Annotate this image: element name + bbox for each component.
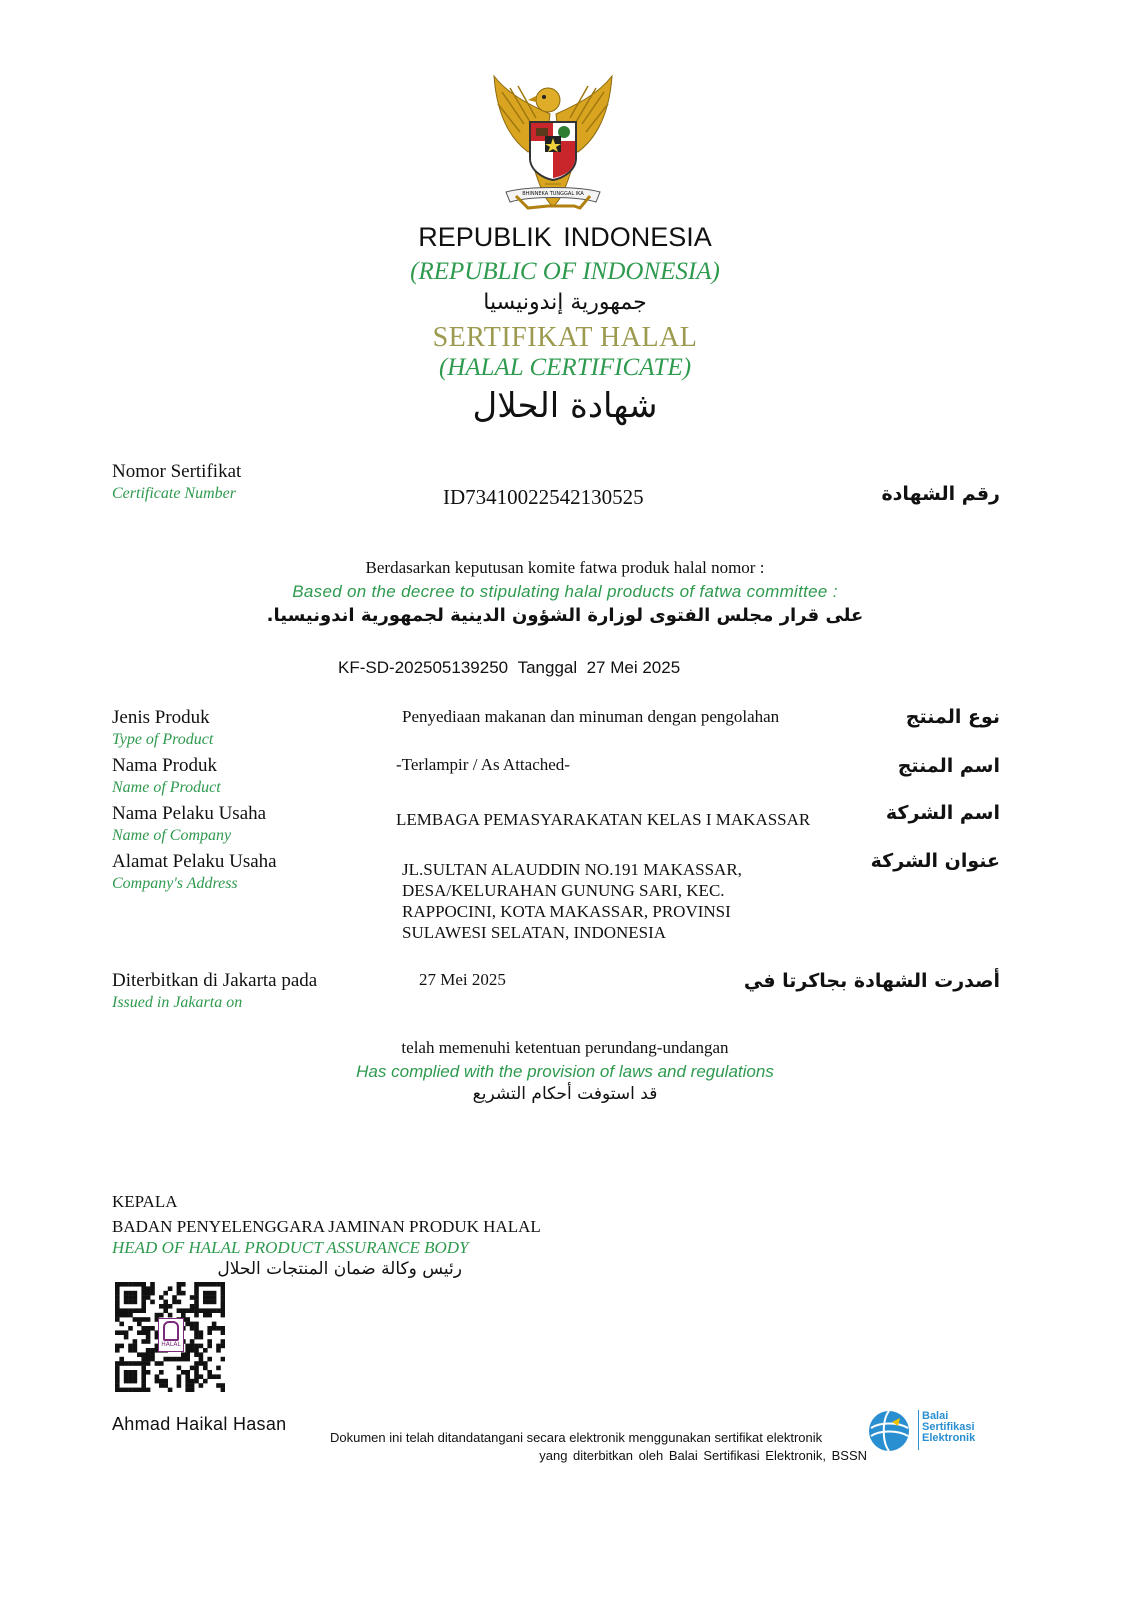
issued-date: 27 Mei 2025 bbox=[419, 970, 506, 989]
bsre-text: Balai bbox=[922, 1410, 949, 1422]
certificate-number-label-ar: رقم الشهادة bbox=[881, 483, 1000, 505]
country-title-ar: جمهورية إندونيسيا bbox=[483, 290, 647, 315]
certificate-number: ID73410022542130525 bbox=[443, 485, 644, 509]
address-label: Alamat Pelaku Usaha bbox=[112, 851, 277, 872]
product-name-label-en: Name of Product bbox=[112, 779, 221, 796]
emblem-motto: BHINNEKA TUNGGAL IKA bbox=[522, 191, 584, 197]
garuda-emblem bbox=[488, 74, 618, 216]
certificate-title-ar: شهادة الحلال bbox=[472, 386, 658, 426]
country-title-en: (REPUBLIC OF INDONESIA) bbox=[410, 258, 720, 285]
country-title: REPUBLIK INDONESIA bbox=[418, 222, 712, 252]
qr-halal-logo bbox=[158, 1318, 184, 1352]
company-label-en: Name of Company bbox=[112, 827, 232, 844]
product-name-label-ar: اسم المنتج bbox=[897, 755, 1000, 777]
compliance-text-en: Has complied with the provision of laws and regulations bbox=[356, 1062, 774, 1081]
decree-number-line bbox=[338, 658, 680, 678]
signatory-head: KEPALA bbox=[112, 1192, 178, 1211]
product-type-label-en: Type of Product bbox=[112, 731, 214, 748]
address-value bbox=[402, 859, 742, 943]
compliance-text: telah memenuhi ketentuan perundang-undangan bbox=[401, 1038, 729, 1057]
certificate-title: SERTIFIKAT HALAL bbox=[432, 322, 698, 353]
decree-text-ar: على قرار مجلس الفتوى لوزارة الشؤون الدينية لجمهورية اندونيسيا. bbox=[266, 605, 864, 626]
address-line: DESA/KELURAHAN GUNUNG SARI, KEC. bbox=[402, 881, 725, 900]
product-type-label: Jenis Produk bbox=[112, 707, 210, 728]
issued-label-en: Issued in Jakarta on bbox=[112, 994, 243, 1011]
decree-date: 27 Mei 2025 bbox=[586, 658, 681, 677]
address-label-en: Company's Address bbox=[112, 875, 238, 892]
bsre-text: Elektronik bbox=[922, 1432, 976, 1444]
qr-halal-logo-text: HALAL bbox=[161, 1341, 181, 1348]
signatory-agency-en: HEAD OF HALAL PRODUCT ASSURANCE BODY bbox=[112, 1238, 469, 1257]
issued-label-ar: أصدرت الشهادة بجاكرتا في bbox=[743, 970, 1000, 992]
footer-line-2: yang diterbitkan oleh Balai Sertifikasi Elektronik, BSSN bbox=[539, 1448, 867, 1463]
company-label-ar: اسم الشركة bbox=[885, 802, 1000, 824]
bsre-text: Sertifikasi bbox=[922, 1421, 975, 1433]
qr-code bbox=[115, 1282, 225, 1392]
address-label-ar: عنوان الشركة bbox=[870, 850, 1000, 872]
signatory-agency-ar: رئيس وكالة ضمان المنتجات الحلال bbox=[217, 1259, 462, 1279]
compliance-text-ar: قد استوفت أحكام التشريع bbox=[472, 1084, 658, 1104]
address-line: RAPPOCINI, KOTA MAKASSAR, PROVINSI bbox=[402, 902, 731, 921]
company-value: LEMBAGA PEMASYARAKATAN KELAS I MAKASSAR bbox=[396, 810, 811, 829]
product-type-value: Penyediaan makanan dan minuman dengan pengolahan bbox=[402, 707, 780, 726]
decree-text-en: Based on the decree to stipulating halal products of fatwa committee : bbox=[292, 582, 838, 601]
bsre-logo bbox=[868, 1408, 988, 1454]
certificate-number-label-en: Certificate Number bbox=[112, 485, 236, 502]
product-name-value: -Terlampir / As Attached- bbox=[396, 755, 570, 774]
company-label: Nama Pelaku Usaha bbox=[112, 803, 267, 824]
address-line: SULAWESI SELATAN, INDONESIA bbox=[402, 923, 667, 942]
decree-date-label: Tanggal bbox=[517, 658, 578, 677]
footer-line-1: Dokumen ini telah ditandatangani secara elektronik menggunakan sertifikat elektronik bbox=[330, 1430, 823, 1445]
decree-number: KF-SD-202505139250 bbox=[338, 658, 509, 677]
signatory-name: Ahmad Haikal Hasan bbox=[112, 1414, 287, 1434]
product-name-label: Nama Produk bbox=[112, 755, 218, 776]
signatory-agency: BADAN PENYELENGGARA JAMINAN PRODUK HALAL bbox=[112, 1217, 541, 1236]
address-line: JL.SULTAN ALAUDDIN NO.191 MAKASSAR, bbox=[402, 860, 742, 879]
certificate-title-en: (HALAL CERTIFICATE) bbox=[438, 354, 692, 381]
issued-label: Diterbitkan di Jakarta pada bbox=[112, 970, 318, 991]
certificate-number-label: Nomor Sertifikat bbox=[112, 461, 242, 482]
product-type-label-ar: نوع المنتج bbox=[905, 706, 1000, 728]
decree-text: Berdasarkan keputusan komite fatwa produk halal nomor : bbox=[365, 558, 765, 577]
